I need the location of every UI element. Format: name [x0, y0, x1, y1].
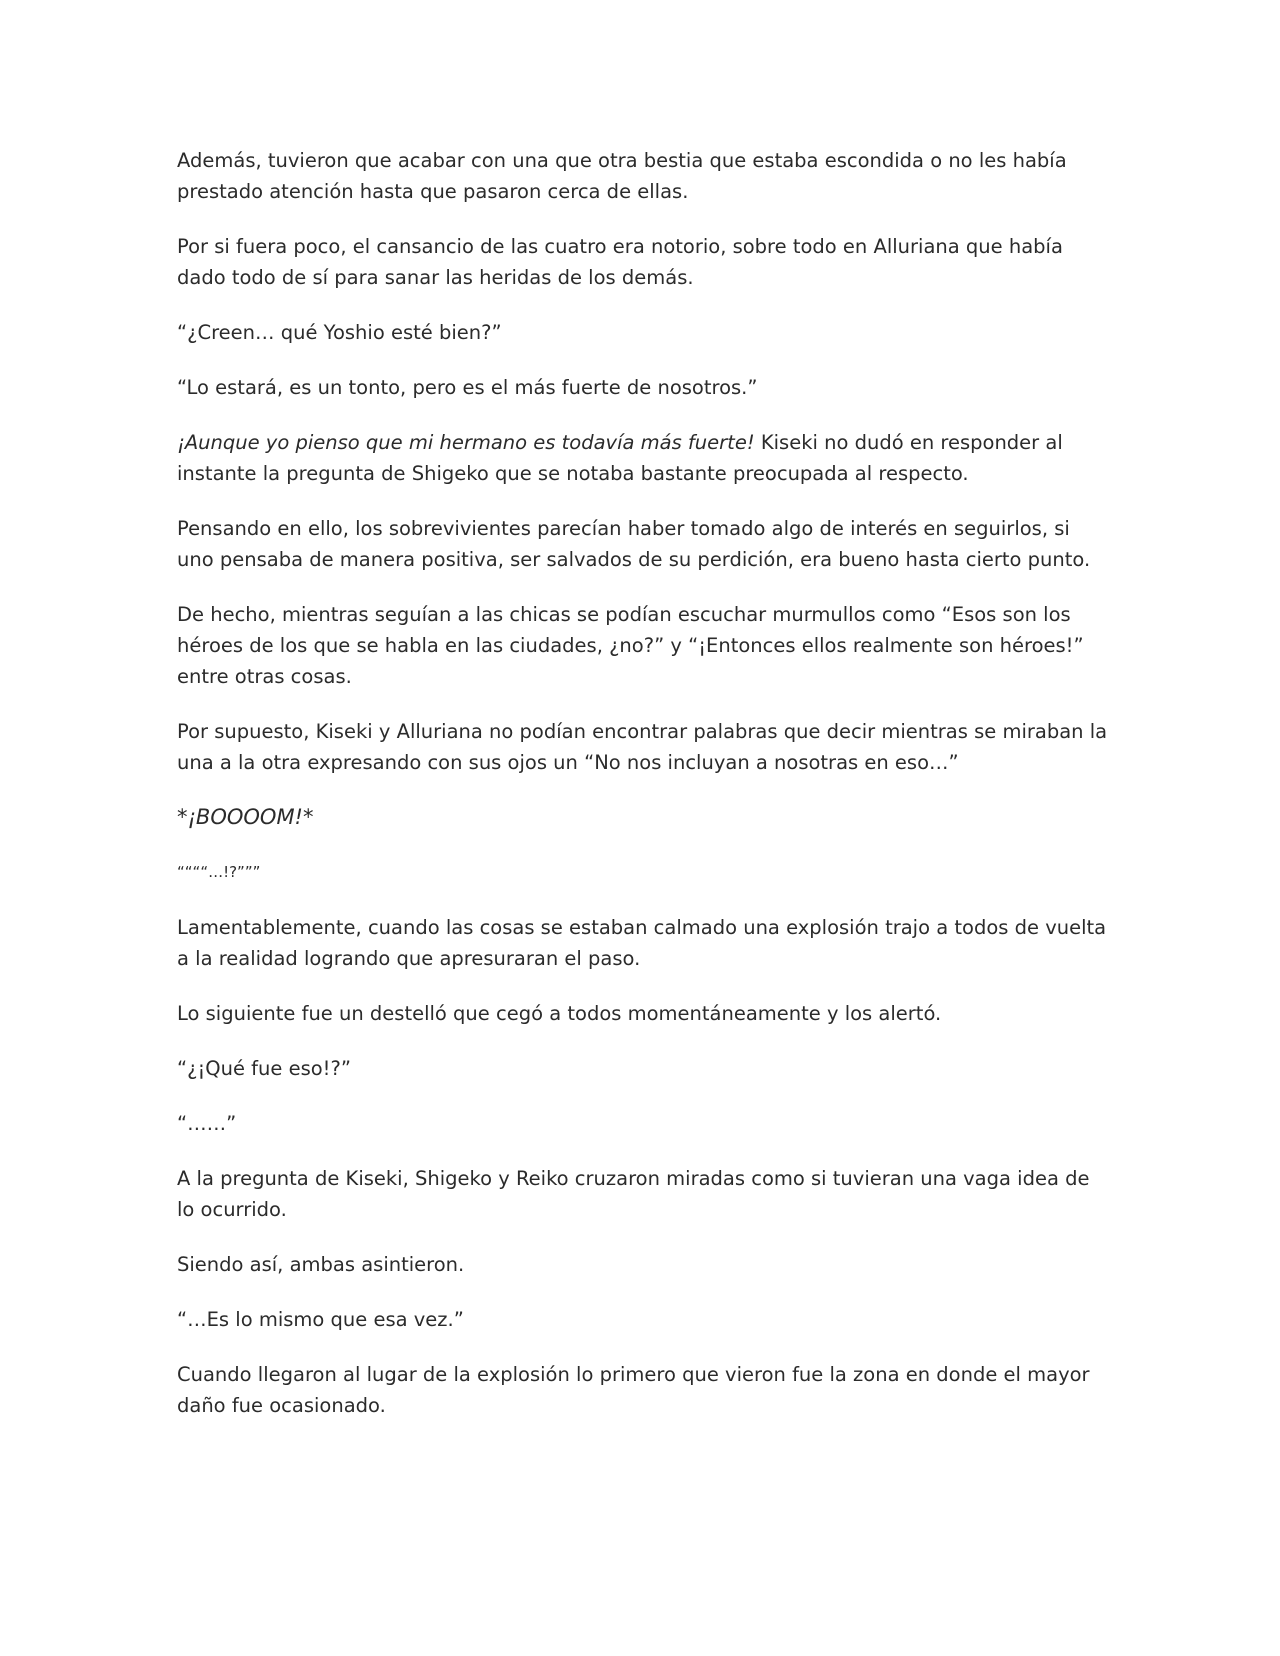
gasp-line: ““““…!?”””: [177, 863, 261, 881]
dialogue-line-5: “…Es lo mismo que esa vez.”: [177, 1308, 464, 1331]
paragraph-12: Lo siguiente fue un destelló que cegó a todos momentáneamente y los alertó.: [177, 1002, 942, 1025]
dialogue-line-4: “……”: [177, 1112, 237, 1135]
paragraph-8: Por supuesto, Kiseki y Alluriana no podían encontrar palabras que decir mientras se miraban la una a la otra expresando con sus ojos un “No nos incluyan a nosotras en eso…”: [177, 720, 1108, 774]
dialogue-line-2: “Lo estará, es un tonto, pero es el más fuerte de nosotros.”: [177, 376, 758, 399]
document-body: [177, 145, 1112, 1445]
paragraph-11: Lamentablemente, cuando las cosas se estaban calmado una explosión trajo a todos de vuelta a la realidad logrando que apresuraran el paso.: [177, 916, 1107, 970]
italic-thought: ¡Aunque yo pienso que mi hermano es todavía más fuerte!: [177, 431, 755, 454]
paragraph-15: A la pregunta de Kiseki, Shigeko y Reiko cruzaron miradas como si tuvieran una vaga idea de lo ocurrido.: [177, 1167, 1090, 1221]
dialogue-line-3: “¿¡Qué fue eso!?”: [177, 1057, 351, 1080]
paragraph-5-rest: Kiseki no dudó en responder al instante la pregunta de Shigeko que se notaba bastante preocupada al respecto.: [177, 431, 1063, 485]
paragraph-1: Además, tuvieron que acabar con una que otra bestia que estaba escondida o no les había prestado atención hasta que pasaron cerca de ellas.: [177, 149, 1067, 203]
paragraph-16: Siendo así, ambas asintieron.: [177, 1253, 465, 1276]
sound-effect-text: *¡BOOOOM!*: [177, 805, 314, 829]
paragraph-18: Cuando llegaron al lugar de la explosión lo primero que vieron fue la zona en donde el mayor daño fue ocasionado.: [177, 1363, 1090, 1417]
sound-effect: [177, 802, 1112, 833]
paragraph-7: De hecho, mientras seguían a las chicas se podían escuchar murmullos como “Esos son los héroes de los que se habla en las ciudades, ¿no?” y “¡Entonces ellos realmente son héroes!” entre otras cosas.: [177, 603, 1084, 688]
paragraph-5: [177, 427, 1112, 489]
paragraph-6: Pensando en ello, los sobrevivientes parecían haber tomado algo de interés en seguirlos, si uno pensaba de manera positiva, ser salvados de su perdición, era bueno hasta cierto punto.: [177, 517, 1091, 571]
paragraph-2: Por si fuera poco, el cansancio de las cuatro era notorio, sobre todo en Alluriana que había dado todo de sí para sanar las heridas de los demás.: [177, 235, 1063, 289]
dialogue-line-1: “¿Creen… qué Yoshio esté bien?”: [177, 321, 502, 344]
